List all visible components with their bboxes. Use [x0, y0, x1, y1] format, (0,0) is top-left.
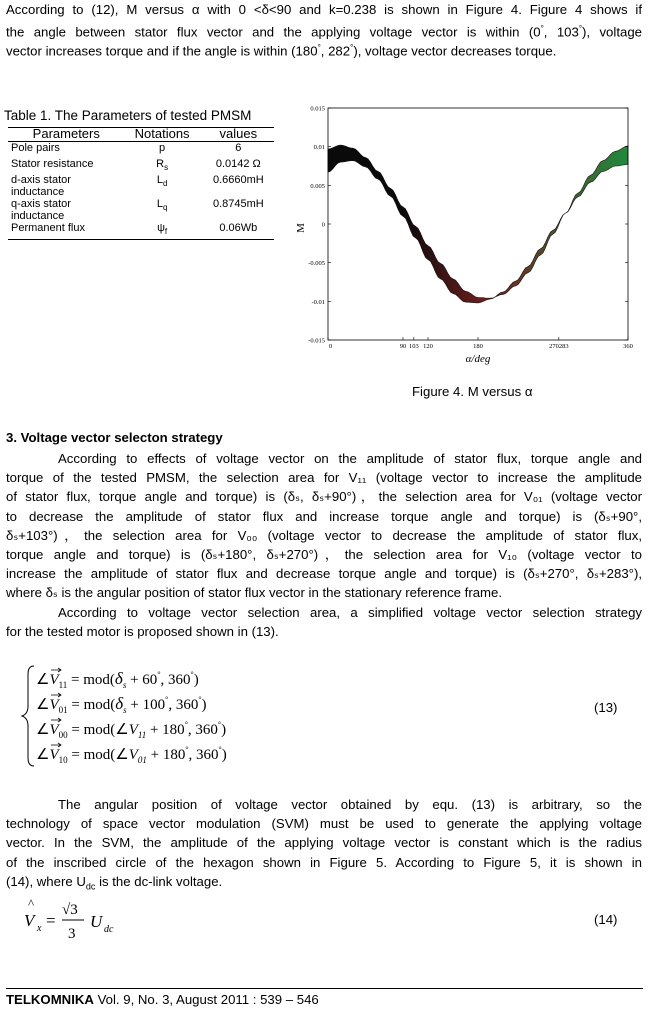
text-line: for the tested motor is proposed shown in (13). [6, 624, 279, 640]
text-line: According to effects of voltage vector on the amplitude of stator flux, torque angle and [58, 451, 642, 466]
table-row [8, 174, 274, 198]
y-tick-label: 0 [321, 221, 325, 229]
text-line: of the inscribed circle of the hexagon shown in Figure 5. According to Figure 5, it is shown in [6, 854, 642, 870]
footer-issue: Vol. 9, No. 3, August 2011 : 539 – 546 [93, 992, 319, 1007]
eq14-numerator: √3 [62, 902, 78, 918]
section-heading: 3. Voltage vector selecton strategy [6, 430, 223, 445]
x-tick-label: 103 [408, 343, 419, 350]
value-cell: 0.06Wb [203, 222, 274, 239]
plot-frame [328, 108, 628, 340]
eq14-denominator: 3 [68, 926, 76, 942]
y-tick-label: -0.005 [308, 260, 325, 268]
table-row [8, 198, 274, 222]
param-cell: d-axis stator inductance [11, 174, 71, 199]
equation-line: $\angle V_{11} = mod(\delta_s + 60^\circ$, 360°) [36, 669, 199, 690]
eq14-rhs: U [90, 912, 103, 931]
m-band-series [328, 145, 628, 303]
text-line: to decrease the amplitude of stator flux and increase torque angle and torque) is (δₛ+90°, [6, 508, 642, 524]
svg-text:=: = [46, 911, 56, 930]
equation-line: $\angle V_{01} = mod(\delta_s + 100^\circ$, 360°) [36, 694, 207, 715]
x-tick-label: 360 [623, 343, 633, 350]
intro-line-2: the angle between stator flux vector and the applying voltage vector is within (0°, 103°), voltage [6, 24, 642, 40]
value-cell: 0.0142 Ω [215, 158, 261, 171]
table-row [8, 142, 274, 159]
notation-cell: p [159, 142, 166, 154]
x-axis-label: α/deg [465, 353, 491, 365]
y-axis-label: M [295, 223, 307, 233]
text-line: increase the amplitude of stator flux and decrease torque angle and torque) is (δₛ+270°, δₛ+283°), [6, 566, 642, 582]
value-cell: 0.8745mH [212, 198, 264, 211]
y-tick-label: -0.01 [311, 298, 325, 306]
x-tick-label: 180 [473, 343, 483, 350]
y-tick-label: 0.005 [310, 182, 325, 190]
journal-name: TELKOMNIKA [6, 992, 94, 1007]
text-line: δₛ+103°)，the selection area for V₀₀ (voltage vector to decrease the amplitude of stator flux, [6, 527, 642, 543]
notation-cell: $R_s$ [156, 158, 169, 173]
x-tick-label: 90 [399, 343, 407, 350]
param-cell: q-axis stator inductance [11, 198, 71, 223]
x-tick-label: 0 [329, 343, 333, 350]
y-tick-label: -0.015 [308, 337, 325, 345]
figure-caption: Figure 4. M versus α [412, 384, 533, 399]
param-cell: Stator resistance [11, 158, 94, 171]
text-line: vector. In the SVM, the amplitude of the applying voltage vector is constant which is the radius [6, 835, 642, 851]
equation-13-number: (13) [594, 700, 618, 715]
equation-13 [20, 662, 340, 772]
value-cell: 0.6660mH [212, 174, 264, 187]
notation-cell: $L_q$ [156, 198, 168, 213]
table-caption: Table 1. The Parameters of tested PMSM [4, 108, 252, 123]
x-tick-label: 270283 [549, 343, 569, 350]
text-line: torque of the tested PMSM, the selection area for V₁₁ (voltage vector to increase the amplitude [6, 470, 642, 486]
equation-line: $\angle V_{10}$ = $mod(\angle V_{01} + 180^\circ$, 360°) [36, 745, 227, 765]
param-cell: Permanent flux [8, 222, 122, 239]
table-header: values [203, 128, 274, 142]
equation-14-number: (14) [594, 912, 618, 927]
y-tick-label: 0.01 [313, 144, 325, 152]
text-line: technology of space vector modulation (SVM) must be used to generate the applying voltage [6, 816, 642, 832]
table-header-row [8, 128, 274, 142]
param-cell: Pole pairs [11, 142, 60, 154]
footer-rule [6, 988, 643, 989]
table-row [8, 158, 274, 174]
svg-text:^: ^ [28, 896, 35, 911]
equation-line: $\angle V_{00}$ = $mod(\angle V_{11} + 180^\circ$, 360°) [36, 720, 227, 740]
table-header: Parameters [8, 128, 122, 142]
y-tick-label: 0.015 [310, 105, 325, 113]
text-line: where δₛ is the angular position of stator flux vector in the stationary reference frame. [6, 585, 503, 601]
value-cell: 6 [235, 142, 242, 154]
parameters-table [8, 127, 274, 240]
text-line: of stator flux, torque angle and torque) is (δₛ, δₛ+90°)，the selection area for V₀₁ (voltage vector [6, 489, 642, 505]
eq14-lhs-sub: x [37, 923, 42, 934]
eq14-lhs: V [24, 911, 35, 930]
text-line: According to voltage vector selection area, a simplified voltage vector selection strategy [58, 605, 642, 620]
eq14-rhs-sub: dc [104, 924, 114, 935]
equation-14 [20, 894, 160, 946]
m-versus-alpha-chart [290, 100, 640, 372]
intro-line-3: vector increases torque and if the angle is within (180°, 282°), voltage vector decreases torque. [6, 43, 557, 59]
x-tick-label: 120 [423, 343, 433, 350]
text-line: (14), where $U_{dc}$ is the dc-link voltage. [6, 873, 223, 892]
footer [6, 992, 319, 1007]
table-header: Notations [122, 128, 203, 142]
text-line: The angular position of voltage vector obtained by equ. (13) is arbitrary, so the [58, 797, 642, 812]
intro-line-1: According to (12), M versus α with 0 <δ<90 and k=0.238 is shown in Figure 4. Figure 4 shows if [6, 2, 642, 17]
notation-cell: $\psi_f$ [122, 222, 203, 239]
table-row [8, 222, 274, 239]
text-line: torque angle and torque) is (δₛ+180°, δₛ+270°)，the selection area for V₁₀ (voltage vector to [6, 547, 642, 562]
notation-cell: $L_d$ [156, 174, 168, 189]
